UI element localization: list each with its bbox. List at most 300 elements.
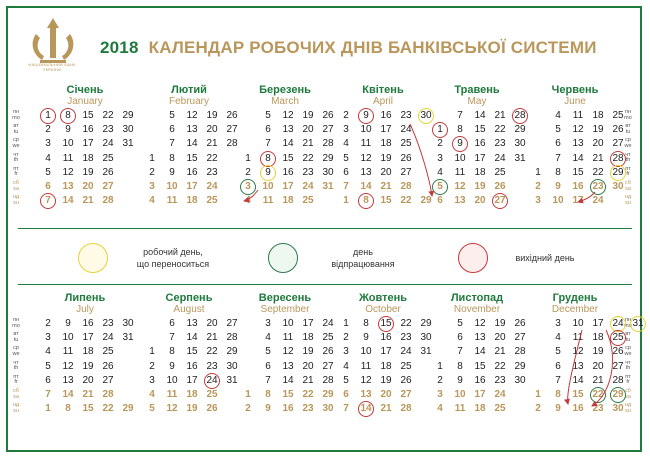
day-cell: 25 [322, 332, 334, 344]
day-cell: 20 [82, 374, 94, 386]
day-cell: 9 [457, 374, 463, 386]
month-name-uk: Жовтень [358, 292, 408, 304]
day-cell: 24 [206, 181, 218, 192]
day-cell: 16 [474, 138, 486, 150]
day-cell: 28 [400, 403, 412, 415]
day-cell: 18 [82, 152, 94, 164]
day-cell: 29 [514, 124, 526, 136]
day-cell: 6 [265, 124, 271, 136]
day-cell: 13 [186, 318, 198, 329]
weekday-en: sa [13, 185, 19, 192]
month-name-uk: Квітень [362, 84, 404, 96]
month-name-en: August [173, 304, 205, 315]
day-cell: 8 [363, 318, 369, 329]
day-cell: 13 [454, 195, 466, 207]
day-cell: 28 [322, 374, 334, 386]
day-cell: 29 [322, 389, 334, 400]
day-cell: 18 [82, 346, 94, 358]
day-cell: 13 [360, 166, 372, 178]
day-cell: 12 [186, 110, 198, 121]
month-name-en: December [551, 304, 599, 315]
day-cell: 27 [322, 124, 334, 136]
day-cell: 18 [474, 403, 486, 415]
weekday-uk: ср [13, 345, 19, 352]
day-cell: 7 [45, 195, 51, 207]
weekday-uk: пт [13, 165, 19, 172]
day-cell: 9 [555, 403, 561, 415]
day-cell: 10 [282, 318, 294, 329]
day-cell: 21 [380, 403, 392, 415]
day-cell: 11 [62, 346, 74, 358]
day-cell: 7 [555, 374, 561, 386]
day-cell: 11 [166, 389, 178, 400]
day-cell: 29 [420, 195, 432, 207]
arrow-jun29-to-jun23 [578, 192, 595, 202]
day-cell: 2 [149, 360, 155, 372]
day-cell: 23 [206, 360, 218, 372]
day-cell: 24 [494, 152, 506, 164]
day-cell: 31 [226, 374, 238, 386]
day-cell: 14 [572, 152, 584, 164]
day-cell: 18 [302, 332, 314, 344]
day-cell: 21 [82, 195, 94, 207]
day-cell: 14 [360, 403, 372, 415]
day-cell: 5 [149, 403, 155, 415]
day-cell: 19 [302, 110, 314, 121]
day-cell: 12 [166, 403, 178, 415]
day-cell: 4 [343, 138, 349, 150]
day-cell: 22 [494, 124, 506, 136]
day-cell: 11 [262, 195, 274, 207]
day-cell: 3 [45, 138, 51, 150]
weekday-en: we [624, 142, 632, 149]
title-text: КАЛЕНДАР РОБОЧИХ ДНІВ БАНКІВСЬКОЇ СИСТЕМИ [148, 38, 597, 57]
day-cell: 12 [62, 166, 74, 178]
day-cell: 28 [612, 374, 624, 386]
day-cell: 2 [343, 332, 349, 344]
day-cell: 22 [592, 166, 604, 178]
day-cell: 2 [437, 374, 443, 386]
day-cell: 23 [302, 403, 314, 415]
day-cell: 3 [265, 318, 271, 329]
day-cell: 8 [65, 403, 71, 415]
day-cell: 27 [102, 181, 114, 192]
day-cell: 25 [206, 389, 218, 400]
day-cell: 6 [343, 389, 349, 400]
day-cell: 10 [360, 346, 372, 358]
day-cell: 27 [400, 166, 412, 178]
day-cell: 17 [186, 181, 198, 192]
day-cell: 21 [206, 138, 218, 150]
day-cell: 17 [592, 318, 604, 329]
day-cell: 14 [62, 389, 74, 400]
day-cell: 2 [245, 166, 251, 178]
weekday-en: mo [12, 114, 20, 121]
day-cell: 22 [102, 403, 114, 415]
weekday-en: we [624, 350, 632, 357]
day-cell: 30 [322, 403, 334, 415]
day-cell: 20 [302, 124, 314, 136]
month-name-uk: Лютий [171, 84, 207, 96]
day-cell: 5 [555, 346, 561, 358]
day-cell: 15 [282, 389, 294, 400]
day-cell: 16 [380, 110, 392, 121]
day-cell: 26 [514, 318, 526, 329]
month-name-uk: Травень [454, 84, 500, 96]
day-cell: 1 [45, 403, 51, 415]
day-cell: 5 [343, 152, 349, 164]
day-cell: 9 [169, 360, 175, 372]
day-cell: 10 [262, 181, 274, 192]
weekday-uk: пн [624, 109, 631, 115]
day-cell: 25 [102, 346, 114, 358]
day-cell: 23 [592, 403, 604, 415]
month-name-en: November [453, 304, 501, 315]
day-cell: 4 [343, 360, 349, 372]
day-cell: 3 [437, 152, 443, 164]
weekday-uk: чт [13, 359, 19, 366]
weekday-uk: сб [13, 180, 19, 186]
weekday-en: su [13, 199, 19, 206]
day-cell: 22 [302, 389, 314, 400]
day-cell: 2 [437, 138, 443, 150]
day-cell: 19 [302, 346, 314, 358]
day-cell: 5 [169, 110, 175, 121]
day-cell: 7 [555, 152, 561, 164]
weekday-uk: ср [13, 137, 19, 144]
day-cell: 13 [360, 389, 372, 400]
day-cell: 20 [302, 360, 314, 372]
day-cell: 18 [592, 332, 604, 344]
day-cell: 26 [206, 403, 218, 415]
day-cell: 26 [400, 152, 412, 164]
day-cell: 3 [437, 389, 443, 400]
day-cell: 27 [514, 332, 526, 344]
weekday-uk: чт [625, 151, 631, 158]
day-cell: 25 [612, 332, 624, 344]
day-cell: 7 [45, 389, 51, 400]
day-cell: 13 [186, 124, 198, 136]
day-cell: 15 [82, 403, 94, 415]
day-cell: 10 [166, 374, 178, 386]
day-cell: 11 [572, 332, 584, 344]
day-cell: 18 [380, 138, 392, 150]
day-cell: 1 [245, 152, 251, 164]
weekday-en: su [625, 199, 631, 206]
day-cell: 30 [420, 110, 432, 121]
day-cell: 22 [400, 318, 412, 329]
day-cell: 7 [265, 138, 271, 150]
day-cell: 27 [322, 360, 334, 372]
day-cell: 17 [82, 332, 94, 344]
weekday-uk: вт [625, 123, 631, 130]
day-cell: 4 [245, 195, 251, 207]
day-cell: 3 [245, 181, 251, 192]
day-cell: 28 [400, 181, 412, 192]
day-cell: 8 [169, 346, 175, 358]
day-cell: 5 [45, 360, 51, 372]
day-cell: 22 [592, 389, 604, 400]
day-cell: 4 [437, 403, 443, 415]
day-cell: 15 [572, 166, 584, 178]
day-cell: 24 [302, 181, 314, 192]
day-cell: 19 [592, 124, 604, 136]
day-cell: 7 [343, 181, 349, 192]
month-name-uk: Березень [259, 84, 311, 96]
day-cell: 15 [186, 346, 198, 358]
day-cell: 12 [454, 181, 466, 192]
day-cell: 31 [122, 138, 134, 150]
legend-text-transfer: робочий день, що переноситься [136, 247, 210, 269]
month-name-en: June [564, 96, 586, 107]
day-cell: 8 [363, 195, 369, 207]
day-cell: 30 [420, 332, 432, 344]
day-cell: 23 [400, 332, 412, 344]
day-cell: 6 [169, 124, 175, 136]
day-cell: 30 [514, 138, 526, 150]
logo-text: НАЦІОНАЛЬНИЙ БАНК УКРАЇНИ [28, 62, 76, 72]
day-cell: 2 [535, 403, 541, 415]
weekday-uk: вт [625, 331, 631, 338]
weekday-en: tu [13, 336, 19, 343]
day-cell: 24 [102, 138, 114, 150]
day-cell: 16 [474, 374, 486, 386]
day-cell: 30 [514, 374, 526, 386]
day-cell: 14 [474, 346, 486, 358]
day-cell: 23 [494, 374, 506, 386]
day-cell: 28 [612, 152, 624, 164]
weekday-uk: сб [625, 388, 631, 394]
day-cell: 1 [45, 110, 51, 121]
weekday-en: fr [14, 171, 18, 178]
day-cell: 3 [343, 124, 349, 136]
day-cell: 23 [592, 181, 604, 192]
day-cell: 13 [474, 332, 486, 344]
day-cell: 9 [65, 124, 71, 136]
day-cell: 15 [572, 389, 584, 400]
day-cell: 7 [457, 346, 463, 358]
day-cell: 6 [265, 360, 271, 372]
title-year: 2018 [100, 38, 139, 57]
day-cell: 17 [380, 346, 392, 358]
day-cell: 10 [62, 138, 74, 150]
weekday-uk: нд [12, 194, 20, 201]
day-cell: 16 [572, 403, 584, 415]
day-cell: 21 [380, 181, 392, 192]
day-cell: 23 [206, 166, 218, 178]
day-cell: 16 [82, 124, 94, 136]
day-cell: 13 [572, 138, 584, 150]
day-cell: 8 [265, 389, 271, 400]
month-name-uk: Січень [66, 84, 104, 96]
day-cell: 25 [302, 195, 314, 207]
month-name-en: September [260, 304, 310, 315]
day-cell: 1 [437, 124, 443, 136]
day-cell: 30 [612, 181, 624, 192]
day-cell: 16 [380, 332, 392, 344]
day-cell: 2 [45, 124, 51, 136]
weekday-en: tu [625, 128, 631, 135]
day-cell: 30 [122, 318, 134, 329]
day-cell: 5 [555, 124, 561, 136]
day-cell: 30 [322, 166, 334, 178]
day-cell: 16 [82, 318, 94, 329]
day-cell: 28 [102, 389, 114, 400]
day-cell: 31 [514, 152, 526, 164]
day-cell: 8 [65, 110, 71, 121]
day-cell: 9 [65, 318, 71, 329]
weekday-en: sa [625, 393, 631, 400]
day-cell: 9 [363, 332, 369, 344]
day-cell: 24 [494, 389, 506, 400]
day-cell: 24 [322, 318, 334, 329]
weekday-en: fr [626, 379, 630, 386]
day-cell: 15 [474, 124, 486, 136]
day-cell: 22 [494, 360, 506, 372]
day-cell: 14 [282, 374, 294, 386]
day-cell: 2 [343, 110, 349, 121]
day-cell: 12 [572, 346, 584, 358]
day-cell: 18 [380, 360, 392, 372]
weekday-en: fr [626, 171, 630, 178]
day-cell: 23 [400, 110, 412, 121]
day-cell: 11 [572, 110, 584, 121]
day-cell: 4 [555, 110, 561, 121]
day-cell: 29 [226, 346, 238, 358]
day-cell: 20 [592, 360, 604, 372]
day-cell: 4 [45, 346, 51, 358]
month-name-uk: Грудень [552, 292, 598, 304]
day-cell: 3 [45, 332, 51, 344]
day-cell: 26 [102, 360, 114, 372]
day-cell: 7 [169, 332, 175, 344]
day-cell: 28 [322, 138, 334, 150]
weekday-uk: вт [13, 123, 19, 130]
day-cell: 11 [360, 138, 372, 150]
day-cell: 24 [400, 124, 412, 136]
day-cell: 7 [343, 403, 349, 415]
day-cell: 23 [494, 138, 506, 150]
day-cell: 11 [166, 195, 178, 207]
day-cell: 14 [282, 138, 294, 150]
weekday-en: we [12, 350, 20, 357]
day-cell: 22 [102, 110, 114, 121]
month-name-en: April [372, 96, 393, 107]
arrow-mar9-to-mar3 [244, 190, 258, 201]
legend-text-workoff: день відпрацювання [331, 247, 395, 269]
day-cell: 10 [454, 389, 466, 400]
day-cell: 20 [206, 124, 218, 136]
day-cell: 19 [82, 360, 94, 372]
day-cell: 21 [82, 389, 94, 400]
day-cell: 6 [437, 195, 443, 207]
day-cell: 11 [454, 166, 466, 178]
weekday-en: th [13, 365, 19, 372]
day-cell: 26 [322, 110, 334, 121]
day-cell: 22 [400, 195, 412, 207]
day-cell: 5 [457, 318, 463, 329]
day-cell: 31 [420, 346, 432, 358]
day-cell: 29 [322, 152, 334, 164]
day-cell: 28 [226, 332, 238, 344]
weekday-uk: пн [624, 317, 631, 323]
day-cell: 16 [282, 166, 294, 178]
day-cell: 5 [437, 181, 443, 192]
day-cell: 29 [122, 110, 134, 121]
day-cell: 29 [612, 389, 624, 400]
weekday-en: mo [12, 322, 20, 329]
weekday-uk: чт [625, 359, 631, 366]
day-cell: 7 [265, 374, 271, 386]
day-cell: 29 [420, 318, 432, 329]
day-cell: 12 [572, 124, 584, 136]
month-name-en: February [168, 96, 209, 107]
day-cell: 9 [265, 403, 271, 415]
day-cell: 6 [45, 374, 51, 386]
day-cell: 20 [494, 332, 506, 344]
weekday-en: su [13, 407, 19, 414]
day-cell: 12 [360, 374, 372, 386]
weekday-uk: ср [625, 345, 631, 352]
weekday-en: th [13, 157, 19, 164]
day-cell: 26 [612, 346, 624, 358]
day-cell: 14 [186, 138, 198, 150]
day-cell: 31 [322, 181, 334, 192]
day-cell: 13 [62, 374, 74, 386]
day-cell: 17 [572, 195, 584, 207]
day-cell: 3 [149, 374, 155, 386]
weekday-en: mo [624, 322, 632, 329]
day-cell: 8 [457, 124, 463, 136]
day-cell: 25 [494, 403, 506, 415]
weekday-en: tu [13, 128, 19, 135]
weekday-uk: нд [624, 402, 632, 409]
month-name-en: March [271, 96, 299, 107]
day-cell: 4 [149, 389, 155, 400]
day-cell: 14 [62, 195, 74, 207]
day-cell: 20 [592, 138, 604, 150]
day-cell: 1 [535, 389, 541, 400]
weekday-en: th [625, 157, 631, 164]
day-cell: 4 [437, 166, 443, 178]
day-cell: 9 [555, 181, 561, 192]
weekday-uk: вт [13, 331, 19, 338]
day-cell: 11 [454, 403, 466, 415]
weekday-en: mo [624, 114, 632, 121]
day-cell: 10 [552, 195, 564, 207]
day-cell: 1 [245, 389, 251, 400]
day-cell: 25 [612, 110, 624, 121]
day-cell: 30 [612, 403, 624, 415]
day-cell: 8 [555, 389, 561, 400]
weekday-uk: пт [625, 373, 631, 380]
day-cell: 1 [343, 195, 349, 207]
weekday-uk: сб [625, 180, 631, 186]
day-cell: 26 [612, 124, 624, 136]
month-name-en: May [467, 96, 487, 107]
day-cell: 15 [186, 152, 198, 164]
day-cell: 23 [102, 318, 114, 329]
day-cell: 17 [380, 124, 392, 136]
arrow-dec31-to-dec29 [592, 330, 613, 406]
day-cell: 29 [514, 360, 526, 372]
day-cell: 19 [474, 181, 486, 192]
day-cell: 25 [102, 152, 114, 164]
day-cell: 25 [400, 138, 412, 150]
day-cell: 19 [206, 110, 218, 121]
day-cell: 24 [592, 195, 604, 207]
day-cell: 2 [149, 166, 155, 178]
